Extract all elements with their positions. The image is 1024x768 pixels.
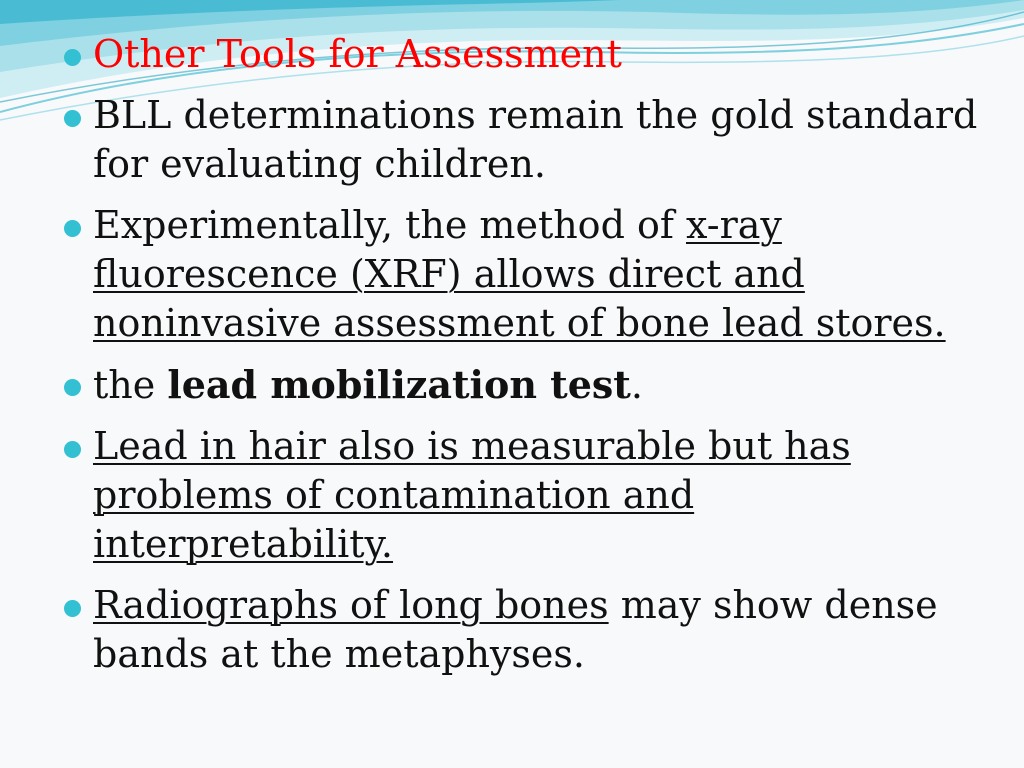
lead-mobilization-term: lead mobilization test (167, 362, 631, 407)
bullet-icon (64, 110, 81, 127)
xrf-underlined-text: x-ray fluorescence (XRF) allows direct and noninvasive assessment of bone lead stores. (93, 203, 946, 345)
bullet-icon (64, 379, 81, 396)
bullet-lead-hair-text: Lead in hair also is measurable but has problems of contamination and interpretability. (93, 424, 851, 566)
bullet-xrf (60, 201, 1000, 348)
bullet-xrf-text (93, 203, 946, 345)
bullet-bll-text: BLL determinations remain the gold standard for evaluating children. (93, 93, 978, 186)
radiographs-term: Radiographs of long bones (93, 583, 609, 627)
bullet-suffix: . (630, 363, 643, 407)
slide-title (60, 30, 1000, 79)
bullet-radiographs-rest: may show dense bands at the metaphyses. (93, 583, 950, 676)
bullet-icon (64, 600, 81, 617)
bullet-lead-mobilization (60, 360, 1000, 410)
bullet-lead-hair (60, 422, 1000, 569)
bullet-bll (60, 91, 1000, 189)
bullet-icon (64, 441, 81, 458)
bullet-icon (64, 220, 81, 237)
slide-title-text: Other Tools for Assessment (93, 32, 622, 76)
bullet-icon (64, 49, 81, 66)
bullet-list (60, 30, 1000, 679)
bullet-xrf-leadin: Experimentally, the method of (93, 203, 686, 247)
slide-content (60, 30, 1000, 691)
bullet-prefix: the (93, 363, 168, 407)
bullet-radiographs (60, 581, 1000, 679)
